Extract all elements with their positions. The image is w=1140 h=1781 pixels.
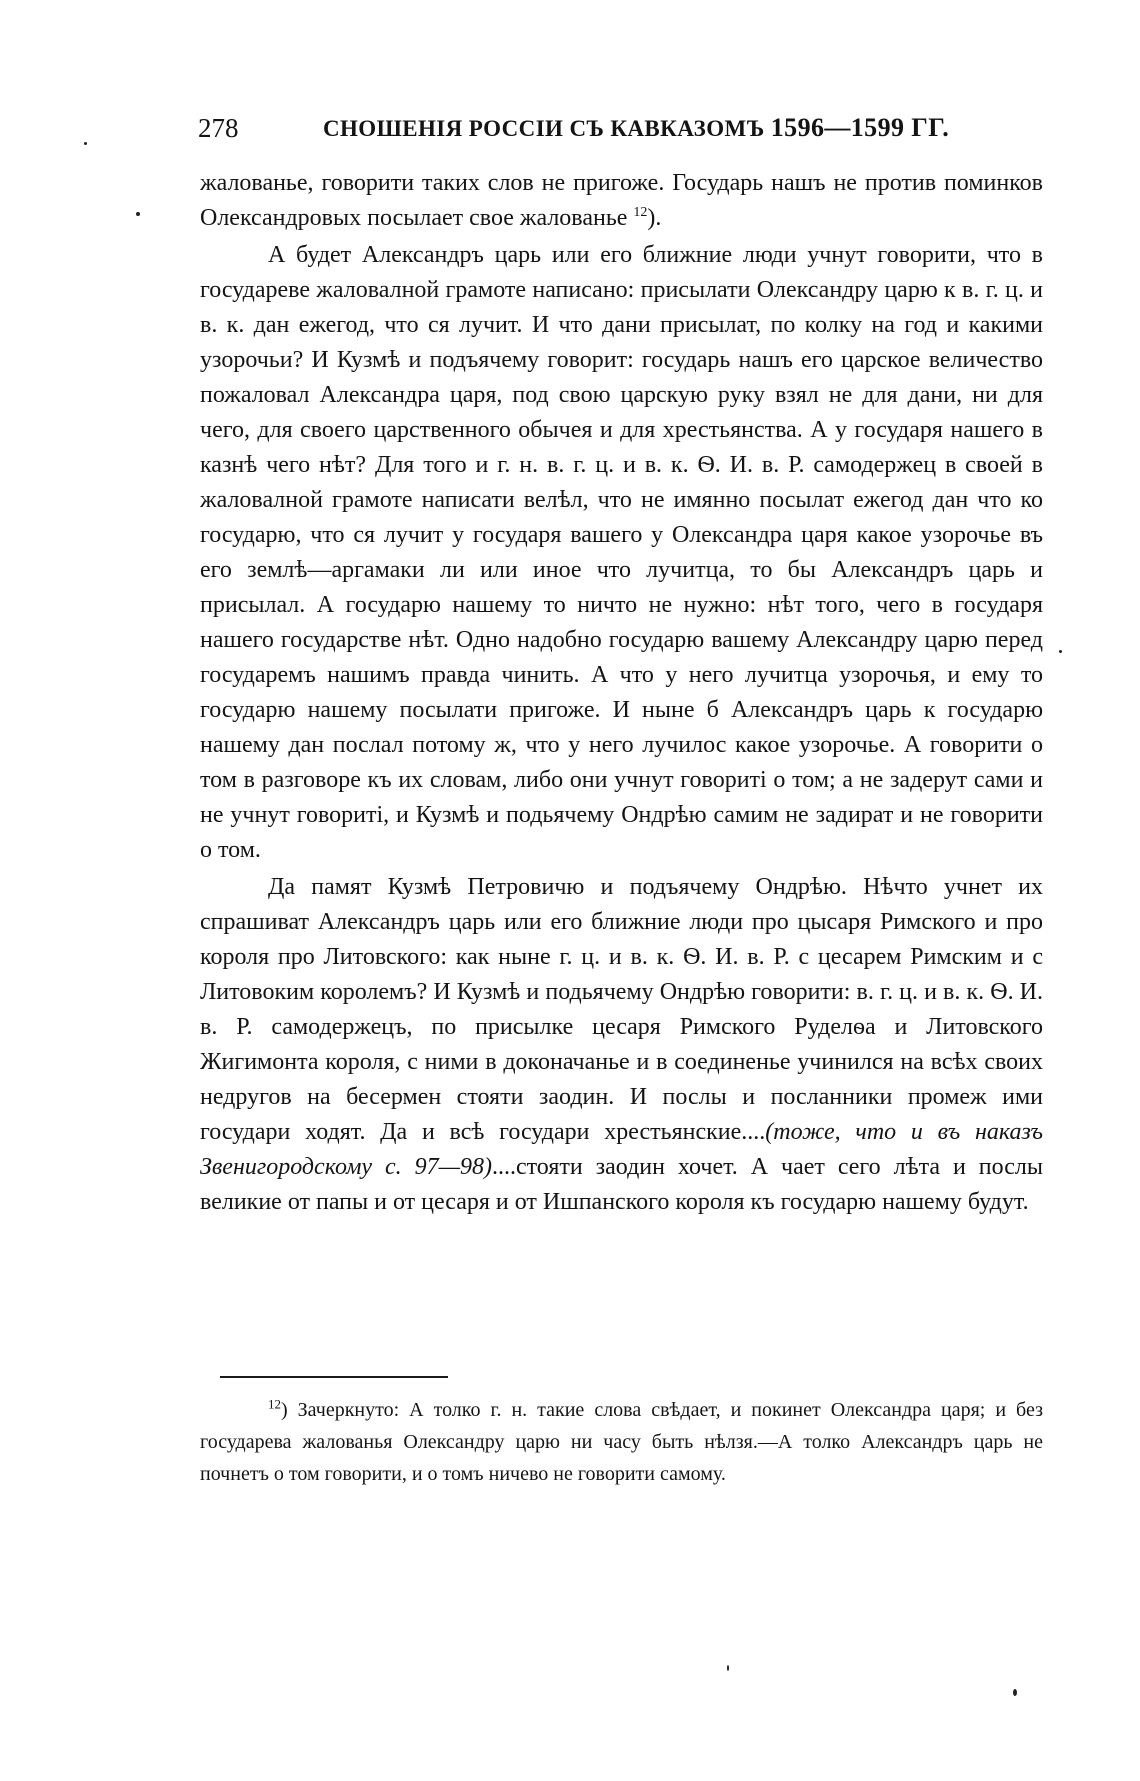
running-head-title [323,110,949,147]
running-head [198,108,1046,148]
scan-speck [727,1665,729,1671]
page-number: 278 [198,113,239,143]
footnote-text: ) Зачеркнуто: А толко г. н. такие слова свѣдает, и покинет Олександра царя; и без государева жалованья Олександру царю ни часу быть нѣлзя.—А толко Александръ царь не почнетъ о том говорити, и о томъ ничево не говорити самому. [200,1399,1043,1485]
paragraph-2 [200,238,1043,868]
paragraph-2-text: А будет Александръ царь или его ближние люди учнут говорити, что в государеве жаловалной грамоте написано: присылати Олександру царю к в. г. ц. и в. к. дан ежегод, что ся лучит. И что дани присылат, по колку на год и какими узорочьи? И Кузмѣ и подъячему говорит: государь нашъ его царское величество пожаловал Александра царя, под свою царскую руку взял не для дани, ни для чего, для своего царственного обычея и для хрестьянства. А у государя нашего в казнѣ чего нѣт? Для того и г. н. в. г. ц. и в. к. Ѳ. И. в. Р. самодержец в своей в жаловалной грамоте написати велѣл, что не имянно посылат ежегод дан что ко государю, что ся лучит у государя вашего у Олександра царя какое узорочье въ его землѣ—аргамаки ли или иное что лучитца, то бы Александръ царь и присылал. А государю нашему то ничто не нужно: нѣт того, чего в государя нашего государстве нѣт. Одно надобно государю вашему Александру царю перед государемъ нашимъ правда чинить. А что у него лучитца узорочья, и ему то государю нашему посылати пригоже. И ныне б Александръ царь к государю нашему дан послал потому ж, что у него лучилос какое узорочье. А говорити о том в разговоре къ их словам, либо они учнут говориті о том; а не задерут сами и не учнут говориті, и Кузмѣ и подьячему Ондрѣю самим не задират и не говорити о том. [200,242,1043,863]
paragraph-1 [200,166,1043,236]
paragraph-3 [200,870,1043,1220]
footnote [200,1394,1043,1490]
paragraph-3-tail: ....стояти заодин хочет. А чает сего лѣта и послы великие от папы и от цесаря и от Ишпанского короля къ государю нашему будут. [200,1154,1043,1215]
scan-speck [1059,650,1062,653]
scan-speck [136,212,140,216]
footnote-separator [220,1376,448,1378]
paragraph-3-text: Да памят Кузмѣ Петровичю и подъячему Ондрѣю. Нѣчто учнет их спрашиват Александръ царь или его ближние люди про цысаря Римского и про короля про Литовского: как ныне г. ц. и в. к. Ѳ. И. в. Р. с цесарем Римским и с Литовоким королемъ? И Кузмѣ и подьячему Ондрѣю говорити: в. г. ц. и в. к. Ѳ. И. в. Р. самодержецъ, по присылке цесаря Римского Руделѳа и Литовского Жигимонта короля, с ними в доконачанье и в соединенье учинился на всѣх своих недругов на бесермен стояти заодин. И послы и посланники промеж ими государи ходят. Да и всѣ государи хрестьянские.... [200,874,1043,1145]
scan-speck [1013,1689,1017,1696]
scan-speck [84,142,87,145]
main-text [200,166,1043,1220]
running-head-title-text: СНОШЕНІЯ РОССІИ СЪ КАВКАЗОМЪ [323,116,765,141]
paragraph-3-italic-reference: (тоже, что и въ наказъ Звенигородскому с. 97—98) [200,1119,1043,1180]
footnote-mark: 12 [268,1396,281,1412]
paragraph-1-tail: ). [647,205,662,231]
running-head-years: 1596—1599 ГГ. [770,113,950,142]
footnote-reference: 12 [633,205,648,220]
paragraph-1-text: жалованье, говорити таких слов не пригоже. Государь нашъ не против поминков Олександровых посылает свое жалованье [200,170,1043,231]
